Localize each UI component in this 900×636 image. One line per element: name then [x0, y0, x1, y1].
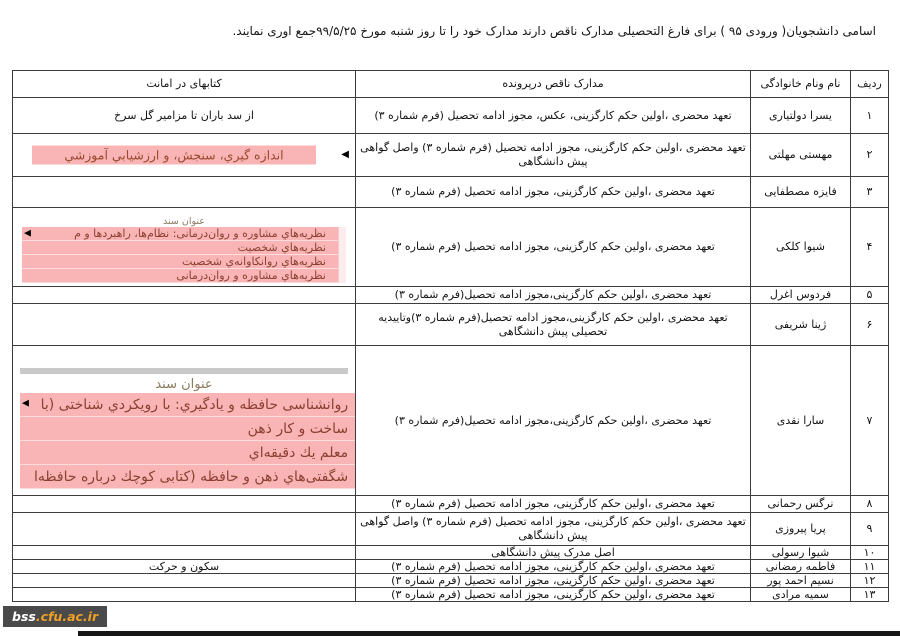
- grid-body: [22, 227, 346, 283]
- row-marker-icon: ◀: [22, 398, 29, 409]
- books-cell: [13, 98, 356, 134]
- grid-rows: [22, 227, 338, 283]
- book-grid-row: [22, 255, 338, 269]
- header-row-number: ردیف: [851, 71, 889, 98]
- book-grid-row-title: نظریه‌هاي روانکاوانه‌ي شخصیت: [182, 255, 326, 268]
- books-cell: [13, 588, 356, 602]
- missing-docs-cell: تعهد محضری ،اولین حکم کارگزینی، مجوز ادامه تحصیل (فرم شماره ۳): [356, 496, 751, 513]
- book-grid-row: [22, 241, 338, 255]
- missing-docs-cell: تعهد محضری ،اولین حکم کارگزینی،مجوز ادامه تحصیل(فرم شماره ۳): [356, 287, 751, 304]
- books-cell: [13, 304, 356, 346]
- row-number-cell: ۱۱: [851, 560, 889, 574]
- missing-docs-cell: تعهد محضری ،اولین حکم کارگزینی، مجوز ادامه تحصیل (فرم شماره ۳): [356, 560, 751, 574]
- row-number-cell: ۹: [851, 513, 889, 546]
- book-grid-row: [22, 227, 338, 241]
- page-title: اسامی دانشجویان( ورودی ۹۵ ) برای فارغ التحصیلی مدارک ناقص دارند مدارک خود را تا روز شنبه مورخ ۹۹/۵/۲۵جمع اوری نمایند.: [232, 24, 876, 38]
- row-number-cell: ۳: [851, 177, 889, 208]
- book-grid-row-title: شگفتی‌هاي ذهن و حافظه (کتابی کوچك درباره حافظه‌ا: [34, 468, 349, 485]
- row-number-cell: ۲: [851, 134, 889, 177]
- student-name-cell: فاطمه رمضانی: [751, 560, 851, 574]
- table-row: [13, 134, 889, 177]
- student-name-cell: ژینا شریفی: [751, 304, 851, 346]
- student-name-cell: شیوا رسولی: [751, 546, 851, 560]
- bottom-edge-bar: [78, 631, 900, 636]
- book-highlight-title: اندازه گيري، سنجش، و ارزشيابي آموزشي: [32, 146, 316, 165]
- student-name-cell: نرگس رحمانی: [751, 496, 851, 513]
- watermark-bss: bss: [12, 609, 36, 624]
- book-grid-snippet: [20, 368, 348, 489]
- books-cell: [13, 177, 356, 208]
- grid-scroll-rail: [338, 227, 346, 283]
- books-cell: [13, 134, 356, 177]
- row-number-cell: ۱: [851, 98, 889, 134]
- missing-docs-cell: تعهد محضری ،اولین حکم کارگزینی، عکس، مجوز ادامه تحصیل (فرم شماره ۳): [356, 98, 751, 134]
- grid-body: [20, 393, 348, 489]
- grid-rows: [20, 393, 356, 489]
- books-cell: [13, 513, 356, 546]
- row-number-cell: ۸: [851, 496, 889, 513]
- grid-caption: عنوان سند: [155, 376, 213, 392]
- books-cell: [13, 287, 356, 304]
- missing-docs-cell: تعهد محضری ،اولین حکم کارگزینی، مجوز ادامه تحصیل (فرم شماره ۳): [356, 588, 751, 602]
- row-number-cell: ۷: [851, 346, 889, 496]
- row-marker-icon: ◀: [24, 228, 31, 238]
- table-row: [13, 208, 889, 287]
- book-grid-row-title: روانشناسی حافظه و یادگیري: با رویکردي شناختی (با: [40, 396, 349, 413]
- missing-docs-cell: تعهد محضری ،اولین حکم کارگزینی، مجوز ادامه تحصیل (فرم شماره ۳): [356, 177, 751, 208]
- row-number-cell: ۵: [851, 287, 889, 304]
- student-name-cell: نسیم احمد پور: [751, 574, 851, 588]
- book-grid-row: [20, 465, 356, 489]
- books-cell: [13, 546, 356, 560]
- book-grid-snippet: [22, 216, 346, 283]
- header-student-name: نام ونام خانوادگی: [751, 71, 851, 98]
- table-row: [13, 98, 889, 134]
- missing-docs-cell: تعهد محضری ،اولین حکم کارگزینی، مجوز ادامه تحصیل (فرم شماره ۳) واصل گواهی پیش دانشگاهی: [356, 513, 751, 546]
- books-cell: [13, 560, 356, 574]
- table-row: [13, 177, 889, 208]
- book-grid-row-title: نظریه‌هاي مشاوره و روان‌درمانی: [176, 269, 326, 282]
- book-title-text: از سد باران تا مزامیر گل سرخ: [114, 108, 254, 122]
- student-name-cell: یسرا دولتیاری: [751, 98, 851, 134]
- grid-caption: عنوان سند: [163, 216, 205, 227]
- header-missing-documents: مدارک ناقص درپرونده: [356, 71, 751, 98]
- grid-top-bar: [20, 368, 348, 374]
- header-row: [13, 71, 889, 98]
- student-name-cell: سارا نقدی: [751, 346, 851, 496]
- missing-docs-cell: تعهد محضری ،اولین حکم کارگزینی،مجوز ادامه تحصیل(فرم شماره ۳): [356, 346, 751, 496]
- table-row: [13, 346, 889, 496]
- table-row: [13, 560, 889, 574]
- table-row: [13, 496, 889, 513]
- books-cell: [13, 496, 356, 513]
- book-grid-row: [20, 441, 356, 465]
- missing-docs-cell: تعهد محضری ،اولین حکم کارگزینی، مجوز ادامه تحصیل (فرم شماره ۳): [356, 574, 751, 588]
- missing-docs-cell: تعهد محضری ،اولین حکم کارگزینی، مجوز ادامه تحصیل (فرم شماره ۳) واصل گواهی پیش دانشگاهی: [356, 134, 751, 177]
- books-cell: [13, 574, 356, 588]
- table-row: [13, 513, 889, 546]
- row-number-cell: ۱۲: [851, 574, 889, 588]
- table-row: [13, 287, 889, 304]
- header-borrowed-books: کتابهای در امانت: [13, 71, 356, 98]
- row-number-cell: ۱۰: [851, 546, 889, 560]
- table-row: [13, 588, 889, 602]
- table-row: [13, 304, 889, 346]
- student-name-cell: فایزه مصطفایی: [751, 177, 851, 208]
- missing-docs-cell: اصل مدرک پیش دانشگاهی: [356, 546, 751, 560]
- watermark-domain: .cfu.ac.ir: [35, 609, 99, 624]
- book-grid-row-title: نظریه‌هاي شخصیت: [237, 241, 326, 254]
- student-name-cell: فردوس اغرل: [751, 287, 851, 304]
- student-name-cell: شیوا کلکی: [751, 208, 851, 287]
- books-cell: [13, 346, 356, 496]
- watermark: [3, 606, 107, 627]
- row-number-cell: ۶: [851, 304, 889, 346]
- book-grid-row-title: معلم یك دقیقه‌اي: [248, 444, 349, 461]
- row-number-cell: ۴: [851, 208, 889, 287]
- student-name-cell: مهستی مهلتی: [751, 134, 851, 177]
- students-table-body: [13, 98, 889, 602]
- row-number-cell: ۱۳: [851, 588, 889, 602]
- row-marker-icon: ◀: [341, 149, 349, 160]
- books-cell: [13, 208, 356, 287]
- book-grid-row-title: نظریه‌هاي مشاوره و روان‌درمانی: نظام‌ها، راهبردها و م: [74, 227, 326, 240]
- book-grid-row: [20, 417, 356, 441]
- table-row: [13, 574, 889, 588]
- missing-docs-cell: تعهد محضری ،اولین حکم کارگزینی،مجوز ادامه تحصیل(فرم شماره ۳)وتاییدیه تحصیلی پیش دانشگاهی: [356, 304, 751, 346]
- table-row: [13, 546, 889, 560]
- book-grid-row-title: ساخت و کار ذهن: [247, 420, 349, 437]
- book-grid-row: [22, 269, 338, 283]
- missing-docs-cell: تعهد محضری ،اولین حکم کارگزینی، مجوز ادامه تحصیل (فرم شماره ۳): [356, 208, 751, 287]
- student-name-cell: پریا پیروزی: [751, 513, 851, 546]
- student-name-cell: سمیه مرادی: [751, 588, 851, 602]
- book-title-text: سکون و حرکت: [148, 559, 220, 573]
- book-grid-row: [20, 393, 356, 417]
- students-table: [12, 70, 889, 602]
